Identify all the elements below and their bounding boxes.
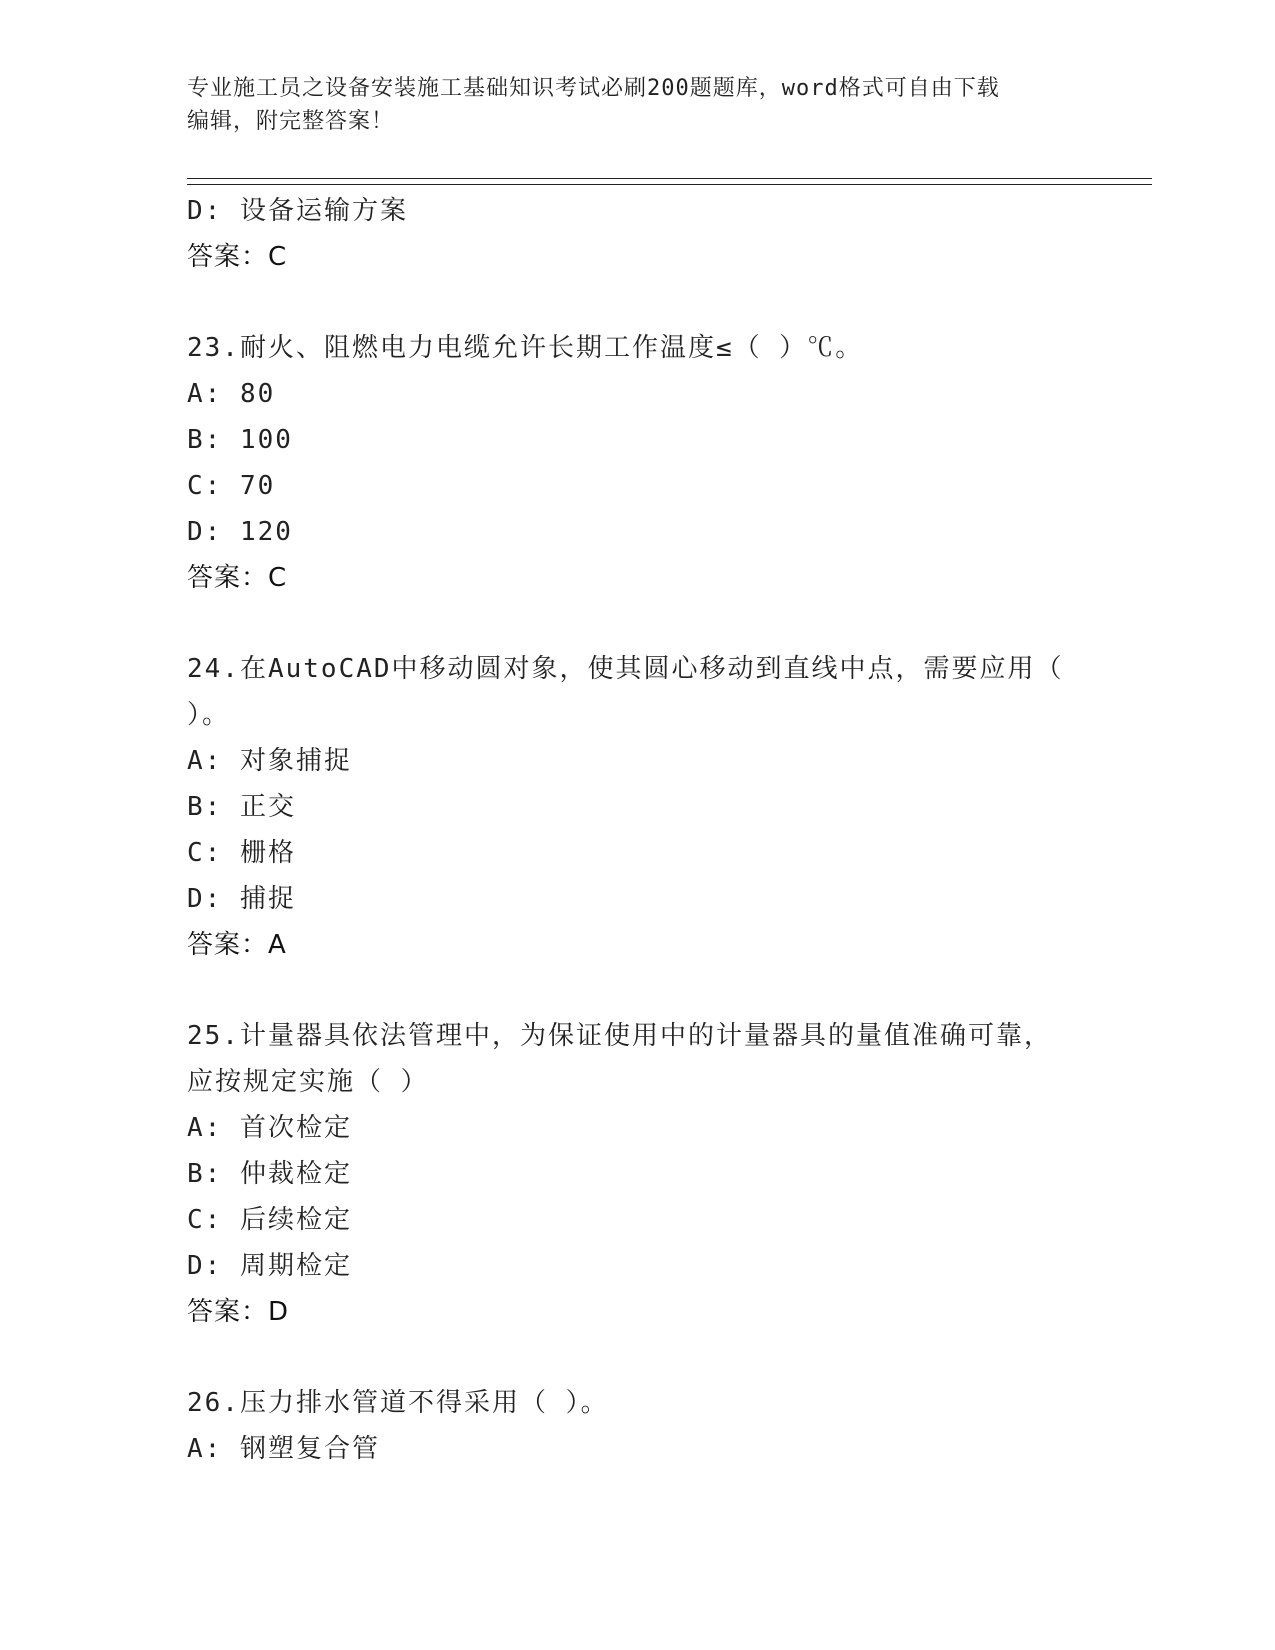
answer-line: 答案：D — [187, 1297, 290, 1327]
question-stem-line-2: ）。 — [187, 700, 231, 730]
option-a: A: 首次检定 — [187, 1113, 352, 1143]
spacer — [187, 601, 1087, 646]
header-line-1: 专业施工员之设备安装施工基础知识考试必刷200题题库，word格式可自由下载 — [187, 76, 1000, 101]
question-list — [187, 188, 1087, 1472]
header-line-2: 编辑，附完整答案！ — [187, 109, 395, 134]
option-c: C: 后续检定 — [187, 1205, 352, 1235]
answer-line: 答案：A — [187, 930, 287, 960]
option-d: D: 120 — [187, 517, 293, 547]
question-block-24 — [187, 646, 1087, 968]
spacer — [187, 280, 1087, 325]
option-d: D: 设备运输方案 — [187, 196, 408, 226]
spacer — [187, 1335, 1087, 1380]
header-divider-bottom — [187, 184, 1152, 185]
option-c: C: 栅格 — [187, 838, 296, 868]
option-b: B: 正交 — [187, 792, 296, 822]
answer-line: 答案：C — [187, 242, 288, 272]
spacer — [187, 968, 1087, 1013]
answer-line: 答案：C — [187, 563, 288, 593]
page-header — [187, 72, 1067, 138]
question-block-23 — [187, 325, 1087, 601]
option-b: B: 仲裁检定 — [187, 1159, 352, 1189]
option-a: A: 80 — [187, 379, 276, 409]
option-d: D: 捕捉 — [187, 884, 296, 914]
header-divider-top — [187, 178, 1152, 179]
question-stem: 23.耐火、阻燃电力电缆允许长期工作温度≤（ ）℃。 — [187, 333, 864, 363]
question-stem-line-2: 应按规定实施（ ） — [187, 1067, 429, 1097]
option-a: A: 钢塑复合管 — [187, 1434, 380, 1464]
question-stem: 26.压力排水管道不得采用（ ）。 — [187, 1388, 609, 1418]
question-stem-line-1: 25.计量器具依法管理中，为保证使用中的计量器具的量值准确可靠， — [187, 1021, 1052, 1051]
option-a: A: 对象捕捉 — [187, 746, 352, 776]
question-block-25 — [187, 1013, 1087, 1335]
option-b: B: 100 — [187, 425, 293, 455]
question-block-26 — [187, 1380, 1087, 1472]
question-stem-line-1: 24.在AutoCAD中移动圆对象，使其圆心移动到直线中点，需要应用（ — [187, 654, 1064, 684]
option-c: C: 70 — [187, 471, 276, 501]
question-block-22-tail — [187, 188, 1087, 280]
option-d: D: 周期检定 — [187, 1251, 352, 1281]
